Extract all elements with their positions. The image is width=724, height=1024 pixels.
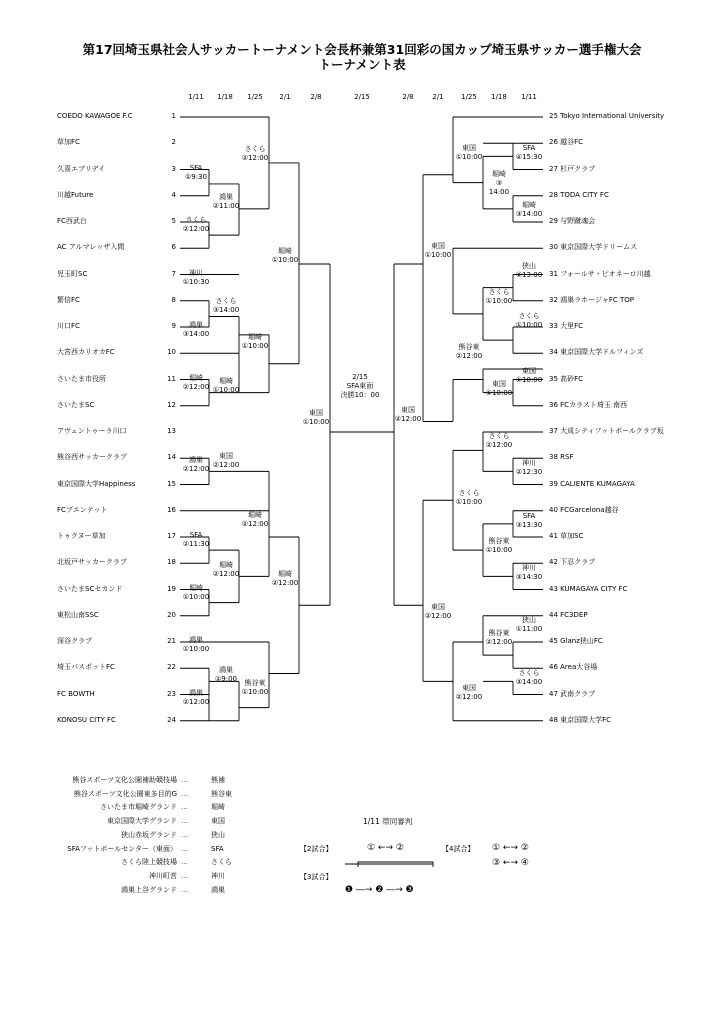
match-label [174, 584, 218, 602]
match-venue: 鴻巣 [189, 688, 203, 697]
match-time: ①10:00 [182, 645, 210, 653]
left-team-number: 13 [167, 427, 176, 435]
match-label [174, 636, 218, 654]
match-label [507, 564, 551, 582]
match-time: ②12:00 [182, 464, 210, 473]
match-label [477, 380, 521, 398]
match-venue: 神川 [522, 563, 536, 572]
left-team-number: 5 [171, 217, 176, 225]
match-venue: 神川 [522, 458, 536, 467]
match-venue: 鴻巣 [189, 321, 203, 329]
date-left-3: 2/1 [279, 93, 291, 101]
left-team-number: 7 [171, 269, 176, 278]
match-time: ③ [495, 178, 503, 187]
date-left-1: 1/18 [217, 93, 233, 101]
left-team-number: 17 [167, 532, 176, 540]
left-team-name: 久喜エブリデイ [57, 164, 106, 173]
three-games-label: 【3試合】 [300, 873, 333, 881]
match-label [263, 247, 307, 265]
match-label [174, 321, 218, 339]
match-time: ①10:00 [485, 546, 513, 555]
match-time: ①10:00 [302, 417, 330, 426]
match-time: ②12:30 [515, 467, 543, 476]
right-team-name: 34 東京国際大学ドルフィンズ [549, 348, 644, 357]
match-venue: 東国 [522, 366, 536, 375]
match-time: ①10:00 [455, 152, 483, 161]
right-team-name: 27 杉戸クラブ [549, 164, 596, 173]
date-left-0: 1/11 [188, 93, 204, 101]
match-venue: SFA [189, 531, 203, 539]
match-time: ②11:00 [212, 202, 240, 211]
left-team-number: 2 [171, 138, 176, 147]
match-label [174, 269, 218, 287]
final-venue: SFA東面 [346, 382, 374, 390]
venue-full-name: さいたま市堀崎グランド [100, 803, 177, 812]
venue-abbr: 狭山 [211, 830, 225, 839]
match-time: ①10:00 [271, 255, 299, 264]
right-team-name: 39 CALIENTE KUMAGAYA [549, 479, 635, 488]
match-label [174, 531, 218, 549]
left-team-name: 川越Future [57, 190, 94, 199]
match-label [447, 343, 491, 361]
match-venue: 熊谷東 [458, 343, 480, 351]
left-team-name: アヴェントゥーラ川口 [57, 427, 127, 435]
match-venue: さくら [518, 311, 540, 320]
right-team-name: 26 越谷FC [549, 138, 584, 147]
venue-separator: … [181, 789, 188, 798]
tournament-title: 第17回埼玉県社会人サッカートーナメント会長杯兼第31回彩の国カップ埼玉県サッカー選手権大会 [82, 42, 642, 57]
match-time: ②12:00 [394, 415, 422, 423]
match-time: ③13:30 [515, 521, 543, 530]
match-time: ②12:00 [182, 382, 210, 391]
venue-abbr: 堀崎 [211, 803, 225, 812]
match-venue: 堀崎 [248, 332, 262, 341]
match-time: ②12:00 [485, 638, 513, 647]
referee-bracket-line [358, 862, 433, 867]
right-team-name: 32 鴻巣ラホージャFC TOP [549, 295, 634, 304]
date-left-4: 2/8 [310, 93, 322, 101]
match-venue: 神川 [189, 268, 203, 277]
match-venue: 熊谷東 [488, 629, 510, 638]
venue-full-name: SFAフットボールセンター（東面） [67, 844, 177, 853]
match-label [507, 512, 551, 530]
final-label: 決勝10：00 [340, 391, 380, 399]
venue-full-name: さくら陸上競技場 [121, 858, 177, 867]
match-label [447, 489, 491, 507]
date-right-4: 1/11 [521, 93, 537, 101]
venue-full-name: 熊谷スポーツ文化公園補助競技場 [72, 776, 177, 784]
match-label [204, 377, 248, 395]
match-venue: 狭山 [522, 261, 536, 270]
match-label [507, 312, 551, 330]
left-team-name: AC アルマレッザ入間 [57, 243, 125, 252]
left-team-name: 北坂戸サッカークラブ [57, 558, 127, 567]
venue-separator: … [181, 830, 188, 839]
match-venue: SFA [522, 512, 536, 521]
left-team-name: FCブエンテット [57, 505, 108, 514]
match-label [174, 216, 218, 234]
left-team-name: FC西武台 [57, 217, 87, 225]
match-label [263, 570, 307, 588]
final-date: 2/15 [352, 373, 368, 381]
venue-separator: … [181, 871, 188, 880]
referee-title: 1/11 帯同審判 [363, 817, 413, 826]
right-team-name: 28 TODA CITY FC [549, 190, 609, 199]
right-team-name: 47 武南クラブ [549, 689, 596, 698]
match-label [174, 689, 218, 707]
venue-abbr: 神川 [211, 871, 225, 880]
four-games-flow-1: ① ←→ ② [492, 843, 529, 853]
venue-separator: … [181, 803, 188, 812]
right-team-name: 33 大里FC [549, 322, 584, 330]
match-time: ①9:00 [215, 674, 237, 683]
venue-abbr: 鴻巣 [211, 885, 225, 894]
left-team-number: 23 [167, 689, 176, 698]
date-right-0: 2/8 [402, 93, 414, 101]
left-team-number: 16 [167, 505, 176, 514]
match-venue: 堀崎 [248, 511, 262, 519]
match-time: ①10:00 [182, 592, 210, 601]
left-team-number: 21 [167, 637, 176, 645]
left-team-number: 4 [171, 190, 176, 199]
right-team-name: 25 Tokyo International University [549, 112, 665, 120]
match-label [477, 288, 521, 306]
date-right-3: 1/18 [491, 93, 507, 101]
left-team-name: 東京国際大学Happiness [57, 479, 136, 488]
match-venue: 堀崎 [189, 583, 203, 592]
left-team-number: 12 [167, 400, 176, 409]
match-label [386, 406, 430, 424]
right-team-name: 37 大成シティフットボールクラブ坂 [549, 427, 664, 435]
left-team-name: トゥクヌー草加 [57, 532, 106, 540]
match-label [204, 193, 248, 211]
right-team-name: 41 草加SC [549, 532, 584, 540]
date-left-2: 1/25 [247, 93, 263, 101]
venue-full-name: 熊谷スポーツ文化公園東多目的G [73, 789, 177, 798]
match-time: ②12:00 [455, 693, 483, 702]
match-time: ①10:00 [424, 250, 452, 259]
match-venue: さくら [185, 216, 207, 224]
right-team-name: 38 RSF [549, 453, 574, 462]
left-team-name: 熊谷西サッカークラブ [57, 453, 127, 462]
right-team-name: 43 KUMAGAYA CITY FC [549, 584, 628, 593]
match-venue: 熊谷東 [244, 679, 266, 687]
match-time: ②12:00 [212, 569, 240, 578]
match-time: ①10:00 [485, 296, 513, 305]
match-venue: 東国 [462, 143, 476, 152]
match-venue: さくら [458, 488, 480, 497]
venue-full-name: 狭山赤坂グランド [121, 830, 177, 839]
match-time: ①9:30 [185, 172, 207, 181]
match-time: ③14:00 [515, 210, 543, 219]
match-label [174, 164, 218, 182]
venue-abbr: さくら [211, 858, 232, 867]
venue-separator: … [181, 858, 188, 867]
match-venue: 鴻巣 [219, 665, 233, 674]
left-team-number: 19 [167, 584, 176, 593]
match-time: ③14:00 [212, 306, 240, 315]
right-team-name: 42 下忍クラブ [549, 558, 596, 567]
match-label [507, 144, 551, 162]
left-team-name: 児玉町SC [57, 269, 88, 278]
match-venue: 堀崎 [278, 246, 292, 255]
match-venue: 東国 [219, 452, 233, 461]
left-team-number: 1 [171, 112, 176, 120]
match-venue: SFA [522, 143, 536, 152]
three-games-flow: ❶ ―→ ❷ ―→ ❸ [345, 885, 414, 895]
match-label [447, 684, 491, 702]
match-venue: 堀崎 [219, 377, 233, 386]
left-team-number: 11 [167, 374, 176, 383]
left-team-name: 川口FC [57, 322, 80, 330]
match-label [477, 629, 521, 647]
left-team-name: FC BOWTH [57, 689, 95, 698]
match-venue: 堀崎 [522, 201, 536, 210]
left-team-name: さいたま市役所 [57, 374, 106, 383]
match-venue: 東国 [431, 241, 445, 250]
match-time: ②12:00 [182, 697, 210, 706]
match-venue: 鴻巣 [189, 636, 203, 644]
left-team-name: 大宮西カリオカFC [57, 348, 115, 357]
match-time: ①10:00 [241, 341, 269, 350]
venue-abbr: 東国 [211, 817, 225, 826]
match-venue: 堀崎 [492, 169, 506, 178]
match-time: ①10:00 [485, 388, 513, 397]
tournament-subtitle: トーナメント表 [318, 57, 406, 72]
match-label [477, 537, 521, 555]
match-time: ②12:00 [241, 153, 269, 162]
match-time: ③14:30 [515, 572, 543, 581]
right-team-name: 35 高砂FC [549, 374, 584, 383]
match-venue: 東国 [492, 379, 506, 388]
match-time: ②11:30 [182, 540, 210, 548]
match-time: ①10:00 [515, 375, 543, 384]
match-venue: さくら [488, 287, 510, 296]
match-label [416, 603, 460, 621]
date-right-2: 1/25 [461, 93, 477, 101]
left-team-number: 14 [167, 453, 176, 462]
match-venue: SFA [189, 163, 203, 172]
venue-abbr: 熊補 [211, 776, 225, 784]
venue-full-name: 鴻巣上谷グランド [121, 885, 177, 894]
match-extra: 14:00 [488, 187, 510, 196]
match-venue: 鴻巣 [189, 455, 203, 464]
date-center: 2/15 [354, 93, 370, 101]
final-info [320, 373, 400, 400]
match-label [294, 409, 338, 427]
match-time: ③14:00 [515, 677, 543, 686]
match-label [174, 456, 218, 474]
match-venue: 熊谷東 [488, 537, 510, 546]
match-time: ①10:00 [455, 497, 483, 506]
match-venue: 東国 [309, 408, 323, 417]
venue-separator: … [181, 817, 188, 826]
match-venue: さくら [518, 668, 540, 677]
left-team-number: 3 [171, 164, 176, 173]
match-time: ①10:00 [241, 688, 269, 696]
match-label [233, 679, 277, 697]
match-label [233, 333, 277, 351]
match-venue: 堀崎 [219, 560, 233, 569]
right-team-name: 40 FCGarcelona越谷 [549, 505, 619, 514]
match-label [204, 297, 248, 315]
match-time: ②12:00 [212, 461, 240, 470]
left-team-name: 深谷クラブ [57, 637, 92, 645]
match-label [507, 459, 551, 477]
left-team-name: 草加FC [57, 138, 80, 147]
right-team-name: 29 与野蹴魂会 [549, 217, 596, 225]
match-label [477, 432, 521, 450]
match-label [447, 144, 491, 162]
left-team-number: 15 [167, 479, 176, 488]
match-time: ②12:00 [271, 579, 299, 588]
left-team-number: 8 [171, 295, 176, 304]
left-team-name: COEDO KAWAGOE F.C [57, 112, 133, 120]
match-venue: さくら [244, 144, 266, 153]
left-team-number: 24 [167, 715, 176, 724]
match-time: ②13:00 [515, 270, 543, 279]
match-time: ①10:00 [515, 320, 543, 329]
right-team-name: 45 Glanz狭山FC [549, 637, 603, 645]
match-label [507, 201, 551, 219]
venue-separator: … [181, 885, 188, 894]
match-venue: 鴻巣 [219, 193, 233, 202]
right-team-name: 44 FC3DEP [549, 610, 588, 619]
match-time: ②12:00 [182, 225, 210, 233]
four-games-label: 【4試合】 [442, 845, 475, 853]
date-right-1: 2/1 [432, 93, 444, 101]
match-venue: 東国 [462, 684, 476, 693]
four-games-flow-2: ③ ←→ ④ [492, 858, 529, 868]
match-time: ②12:00 [485, 441, 513, 450]
match-venue: さくら [488, 432, 510, 441]
left-team-number: 22 [167, 663, 176, 672]
left-team-number: 6 [171, 243, 176, 252]
match-venue: 堀崎 [189, 373, 203, 382]
match-venue: 狭山 [522, 616, 536, 624]
venue-full-name: 東京国際大学グランド [107, 817, 177, 826]
match-time: ①11:00 [515, 625, 543, 633]
match-label [507, 262, 551, 280]
match-time: ④15:30 [515, 152, 543, 161]
left-team-name: KONOSU CITY FC [57, 715, 116, 724]
venue-separator: … [181, 776, 188, 784]
match-time: ②12:00 [424, 611, 452, 620]
venue-abbr: SFA [211, 844, 224, 853]
match-time: ①10:30 [182, 277, 210, 286]
left-team-name: 繁信FC [57, 295, 80, 304]
right-team-name: 36 FCカラスト埼玉 南西 [549, 400, 628, 409]
venue-full-name: 神川町営 [149, 871, 177, 880]
match-venue: 東国 [401, 406, 415, 414]
match-venue: さくら [215, 297, 237, 306]
match-time: ②12:00 [241, 520, 269, 528]
match-label [416, 242, 460, 260]
match-time: ②12:00 [455, 352, 483, 360]
left-team-number: 18 [167, 558, 176, 567]
right-team-name: 46 Area大谷場 [549, 663, 598, 672]
left-team-name: さいたまSCセカンド [57, 584, 123, 593]
match-venue: 東国 [431, 602, 445, 611]
match-label [204, 561, 248, 579]
left-team-name: 埼玉パスポットFC [57, 663, 115, 672]
two-games-flow: ① ←→ ② [367, 843, 404, 853]
right-team-name: 31 フォールサ・ピオネーロ川越 [549, 269, 651, 278]
match-label [477, 170, 521, 197]
match-label [507, 669, 551, 687]
match-time: ③14:00 [182, 330, 210, 338]
match-label [233, 511, 277, 529]
two-games-label: 【2試合】 [300, 845, 333, 853]
left-team-number: 10 [167, 348, 176, 357]
left-team-number: 20 [167, 610, 176, 619]
right-team-name: 48 東京国際大学FC [549, 715, 612, 724]
match-time: ①10:00 [212, 386, 240, 395]
left-team-name: さいたまSC [57, 400, 95, 409]
venue-abbr: 熊谷東 [211, 789, 232, 798]
match-label [233, 145, 277, 163]
venue-separator: … [181, 844, 188, 853]
right-team-name: 30 東京国際大学ドリームス [549, 243, 638, 252]
match-venue: 堀崎 [278, 570, 292, 579]
left-team-name: 東松山南SSC [57, 610, 99, 619]
left-team-number: 9 [171, 322, 176, 330]
